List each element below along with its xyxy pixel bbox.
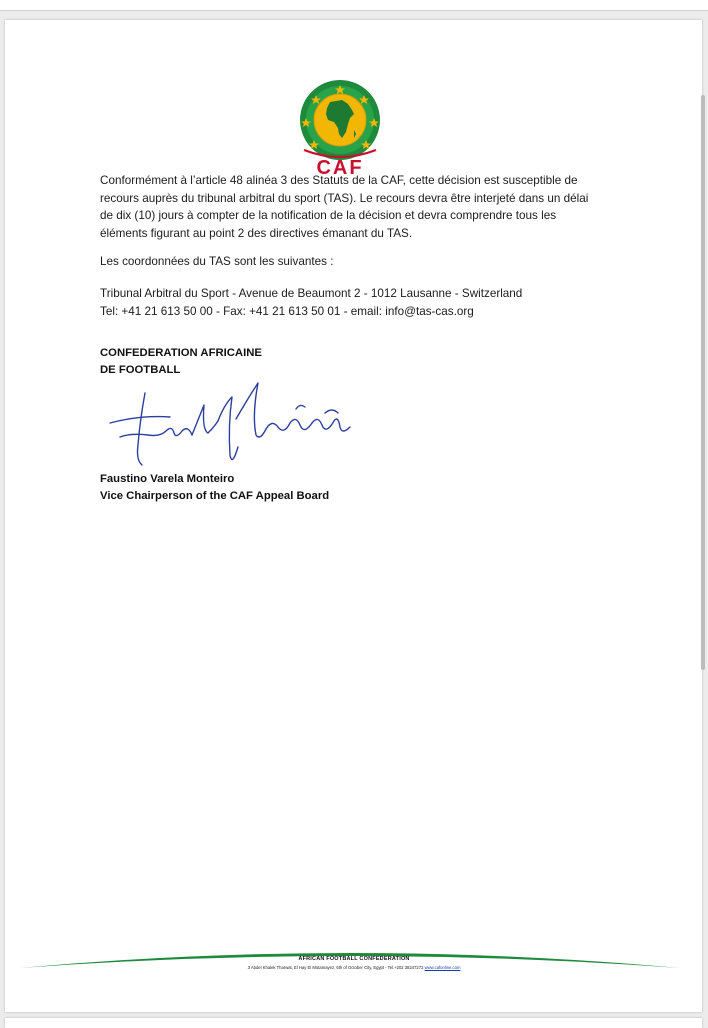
appeal-paragraph: Conformément à l’article 48 alinéa 3 des Statuts de la CAF, cette décision est susceptible de recours auprès du tribunal arbitral du sport (TAS). Le recours devra être interjeté dans un délai de dix (10) jours à compter de la notification de la décision et devra comprendre tous les éléments figurant au point 2 des directives émanant du TAS.: [100, 174, 589, 240]
footer-address: 3 Abdel Khalek Tharwat, El Hay El Motamayez, 6th of October City, Egypt - Tel.+202 38247272: [247, 965, 424, 970]
handwritten-signature: [100, 375, 370, 475]
footer-organization: AFRICAN FOOTBALL CONFEDERATION: [298, 956, 410, 962]
footer-address-line: [0, 965, 708, 970]
vertical-scrollbar[interactable]: [701, 95, 705, 670]
previous-page-edge: [0, 0, 708, 11]
tas-phone-email-line: Tel: +41 21 613 50 00 - Fax: +41 21 613 50 01 - email: info@tas-cas.org: [100, 304, 474, 318]
tas-address-line: Tribunal Arbitral du Sport - Avenue de Beaumont 2 - 1012 Lausanne - Switzerland: [100, 287, 523, 300]
signer-block: [100, 471, 329, 505]
organization-line-2: DE FOOTBALL: [100, 364, 181, 376]
next-page-edge: [5, 1018, 702, 1028]
signer-name: Faustino Varela Monteiro: [100, 473, 235, 485]
signer-title: Vice Chairperson of the CAF Appeal Board: [100, 490, 330, 502]
caf-logo-text: CAF: [316, 157, 364, 178]
caf-logo: [290, 78, 390, 178]
footer-website-link[interactable]: www.cafonline.com: [424, 965, 461, 970]
organization-line-1: CONFEDERATION AFRICAINE: [100, 347, 262, 359]
organization-name: [100, 345, 262, 379]
tas-contact-block: [100, 285, 590, 320]
tas-coordinates-intro: Les coordonnées du TAS sont les suivantes :: [100, 255, 334, 268]
